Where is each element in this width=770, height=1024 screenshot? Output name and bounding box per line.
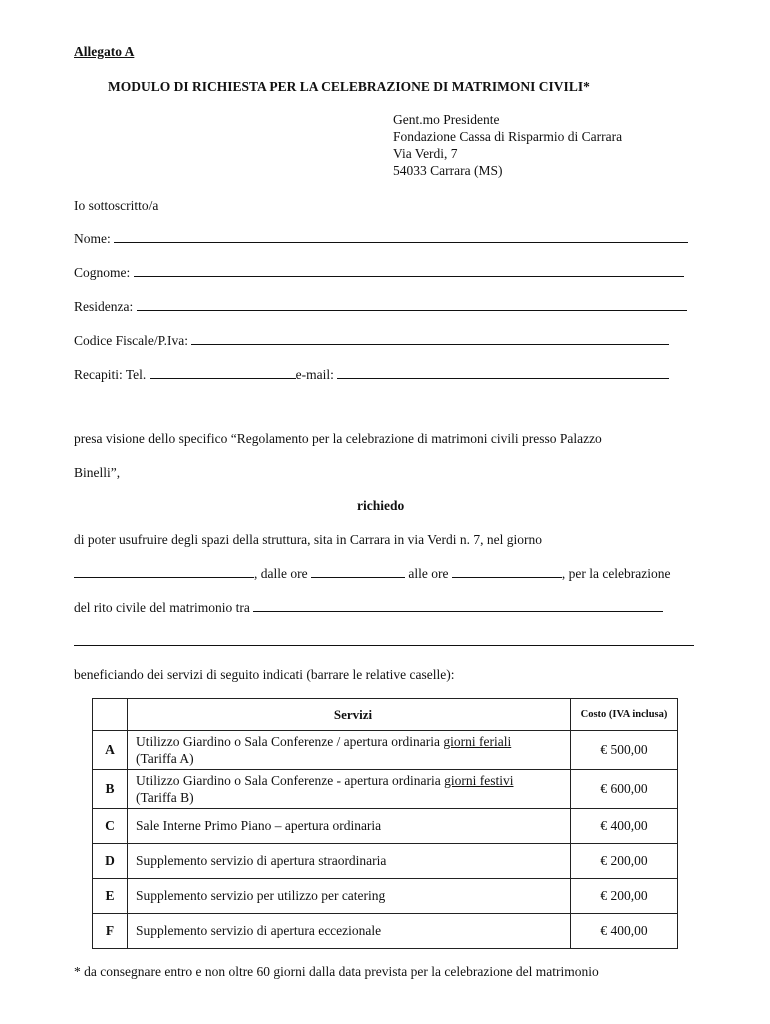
row-description [128, 731, 571, 770]
footnote: * da consegnare entro e non oltre 60 giorni dalla data prevista per la celebrazione del matrimonio [74, 964, 599, 979]
row-desc-main: Utilizzo Giardino o Sala Conferenze / apertura ordinaria [136, 734, 444, 749]
row-desc-underlined: giorni festivi [444, 773, 514, 788]
header-cost: Costo (IVA inclusa) [571, 699, 678, 731]
row-desc-sub: (Tariffa A) [136, 751, 194, 766]
row-description: Supplemento servizio di apertura eccezionale [128, 914, 571, 949]
sposi-continuation-row [74, 633, 694, 650]
recapiti-row [74, 366, 669, 383]
email-label: e-mail: [295, 367, 334, 382]
dalle-ore-field[interactable] [311, 565, 405, 578]
sposi-field-continuation[interactable] [74, 633, 694, 646]
recipient-address [393, 111, 622, 179]
residenza-label: Residenza: [74, 299, 134, 314]
sposi-field[interactable] [253, 599, 663, 612]
row-cost: € 500,00 [571, 731, 678, 770]
row-desc-sub: (Tariffa B) [136, 790, 194, 805]
email-field[interactable] [337, 366, 669, 379]
nome-field[interactable] [114, 230, 688, 243]
cognome-field[interactable] [134, 264, 684, 277]
row-desc-main: Utilizzo Giardino o Sala Conferenze - apertura ordinaria [136, 773, 445, 788]
row-description [128, 770, 571, 809]
presa-visione-line1: presa visione dello specifico “Regolamento per la celebrazione di matrimoni civili presso Palazzo [74, 431, 602, 446]
presa-visione-line2: Binelli”, [74, 465, 121, 480]
residenza-field[interactable] [137, 298, 687, 311]
table-header-row [93, 699, 678, 731]
alle-ore-label: alle ore [408, 566, 449, 581]
table-row [93, 770, 678, 809]
alle-ore-field[interactable] [452, 565, 562, 578]
tel-field[interactable] [150, 366, 296, 379]
row-cost: € 600,00 [571, 770, 678, 809]
row-cost: € 200,00 [571, 879, 678, 914]
row-letter: A [93, 731, 128, 770]
residenza-row [74, 298, 687, 315]
header-services: Servizi [128, 699, 571, 731]
row-desc-underlined: giorni feriali [443, 734, 512, 749]
beneficiando-text: beneficiando dei servizi di seguito indicati (barrare le relative caselle): [74, 667, 455, 682]
table-row [93, 879, 678, 914]
codice-fiscale-label: Codice Fiscale/P.Iva: [74, 333, 188, 348]
row-letter: D [93, 844, 128, 879]
giorno-field[interactable] [74, 565, 254, 578]
row-description: Sale Interne Primo Piano – apertura ordinaria [128, 809, 571, 844]
per-la-celebrazione-label: , per la celebrazione [561, 566, 671, 581]
row-description: Supplemento servizio di apertura straordinaria [128, 844, 571, 879]
row-letter: E [93, 879, 128, 914]
codice-fiscale-field[interactable] [191, 332, 669, 345]
row-cost: € 400,00 [571, 914, 678, 949]
table-row [93, 914, 678, 949]
row-letter: F [93, 914, 128, 949]
cognome-row [74, 264, 684, 281]
table-row [93, 844, 678, 879]
nome-row [74, 230, 688, 247]
recipient-line: 54033 Carrara (MS) [393, 163, 503, 178]
codice-fiscale-row [74, 332, 669, 349]
attachment-label: Allegato A [74, 44, 135, 59]
header-letter-cell [93, 699, 128, 731]
row-cost: € 400,00 [571, 809, 678, 844]
intro-text: Io sottoscritto/a [74, 198, 159, 213]
row-letter: C [93, 809, 128, 844]
recipient-line: Fondazione Cassa di Risparmio di Carrara [393, 129, 623, 144]
table-row [93, 731, 678, 770]
nome-label: Nome: [74, 231, 111, 246]
usufruire-text: di poter usufruire degli spazi della struttura, sita in Carrara in via Verdi n. 7, nel giorno [74, 532, 542, 547]
richiedo-heading: richiedo [357, 498, 405, 513]
row-letter: B [93, 770, 128, 809]
row-description: Supplemento servizio per utilizzo per catering [128, 879, 571, 914]
date-time-row [74, 565, 671, 582]
row-cost: € 200,00 [571, 844, 678, 879]
services-table [92, 698, 678, 949]
recipient-line: Via Verdi, 7 [393, 146, 458, 161]
cognome-label: Cognome: [74, 265, 131, 280]
recipient-line: Gent.mo Presidente [393, 112, 500, 127]
rito-civile-label: del rito civile del matrimonio tra [74, 600, 250, 615]
rito-civile-row [74, 599, 663, 616]
table-row [93, 809, 678, 844]
dalle-ore-label: , dalle ore [254, 566, 308, 581]
form-title: MODULO DI RICHIESTA PER LA CELEBRAZIONE DI MATRIMONI CIVILI* [108, 79, 590, 94]
tel-label: Recapiti: Tel. [74, 367, 147, 382]
